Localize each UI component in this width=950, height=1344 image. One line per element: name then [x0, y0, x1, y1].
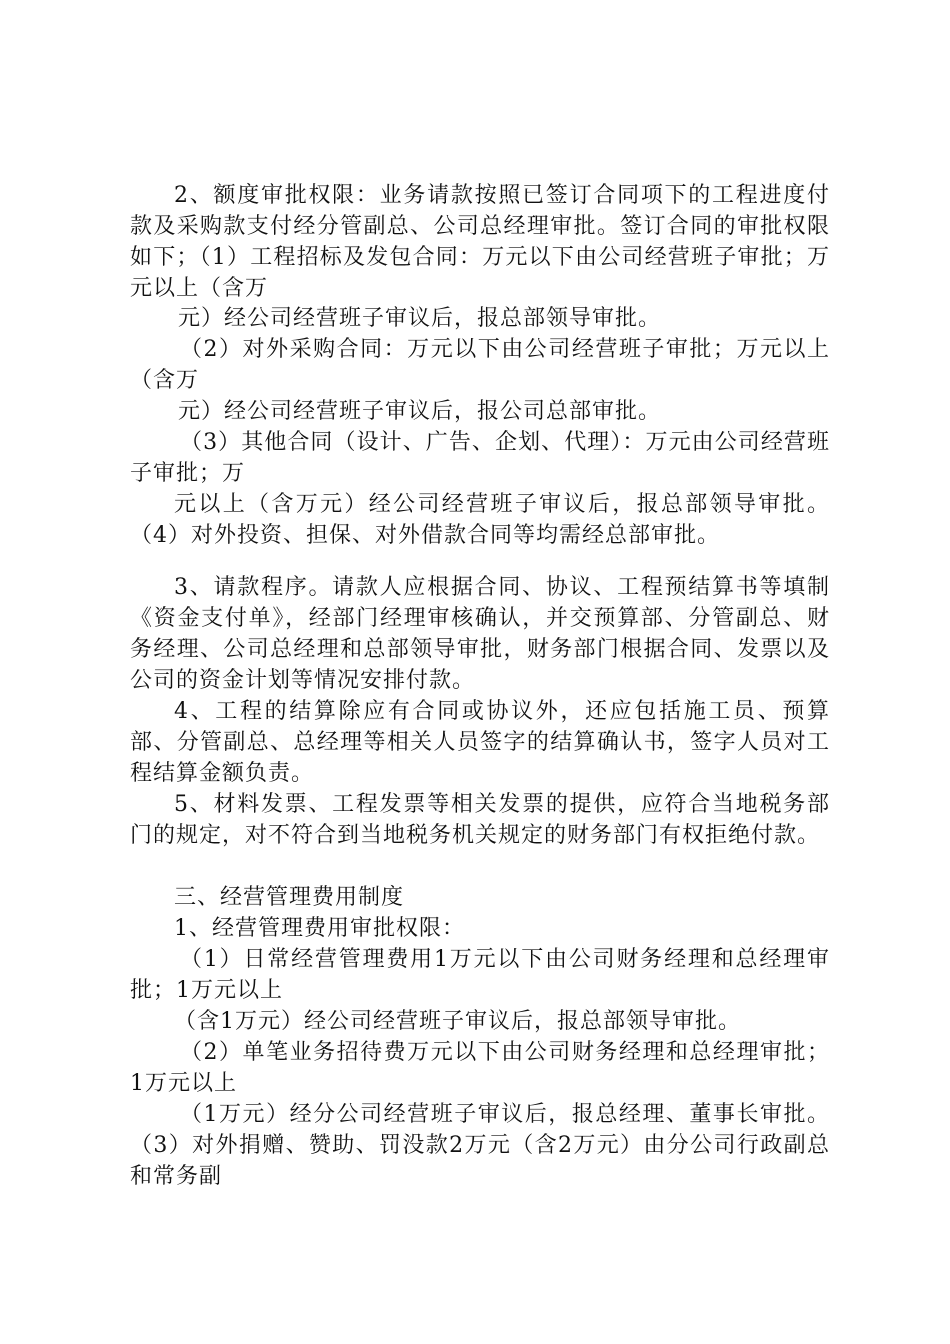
paragraph-entertainment: （2）单笔业务招待费万元以下由公司财务经理和总经理审批；1万元以上 [130, 1040, 830, 1096]
paragraph-daily-expenses: （1）日常经营管理费用1万元以下由公司财务经理和总经理审批；1万元以上 [130, 947, 830, 1003]
paragraph-purchase-contract: （2）对外采购合同：万元以下由公司经营班子审批；万元以上（含万 [130, 337, 830, 393]
paragraph-other-contracts: （3）其他合同（设计、广告、企划、代理）：万元由公司经营班子审批；万 [130, 430, 830, 486]
paragraph-request-procedure: 3、请款程序。请款人应根据合同、协议、工程预结算书等填制《资金支付单》，经部门经理审核确认，并交预算部、分管副总、财务经理、公司总经理和总部领导审批，财务部门根据合同、发票以及公司的资金计划等情况安排付款。 [130, 575, 830, 693]
section-heading: 三、经营管理费用制度 [174, 885, 405, 910]
subsection-heading: 1、经营管理费用审批权限： [174, 916, 465, 941]
paragraph-continuation: 元）经公司经营班子审议后，报公司总部审批。 [178, 399, 662, 424]
paragraph-donations: （1万元）经分公司经营班子审议后，报总经理、董事长审批。（3）对外捐赠、赞助、罚没款2万元（含2万元）由分公司行政副总和常务副 [130, 1102, 830, 1189]
paragraph-approval-limits: 2、额度审批权限：业务请款按照已签订合同项下的工程进度付款及采购款支付经分管副总、公司总经理审批。签订合同的审批权限如下；（1）工程招标及发包合同：万元以下由公司经营班子审批；万元以上（含万 [130, 183, 830, 301]
paragraph-settlement: 4、工程的结算除应有合同或协议外，还应包括施工员、预算部、分管副总、总经理等相关人员签字的结算确认书，签字人员对工程结算金额负责。 [130, 699, 830, 786]
paragraph-continuation: 元）经公司经营班子审议后，报总部领导审批。 [178, 306, 662, 331]
paragraph-invoices: 5、材料发票、工程发票等相关发票的提供，应符合当地税务部门的规定，对不符合到当地税务机关规定的财务部门有权拒绝付款。 [130, 792, 830, 848]
paragraph-continuation: 元以上（含万元）经公司经营班子审议后，报总部领导审批。（4）对外投资、担保、对外借款合同等均需经总部审批。 [130, 492, 830, 548]
paragraph-continuation: （含1万元）经公司经营班子审议后，报总部领导审批。 [174, 1009, 741, 1034]
